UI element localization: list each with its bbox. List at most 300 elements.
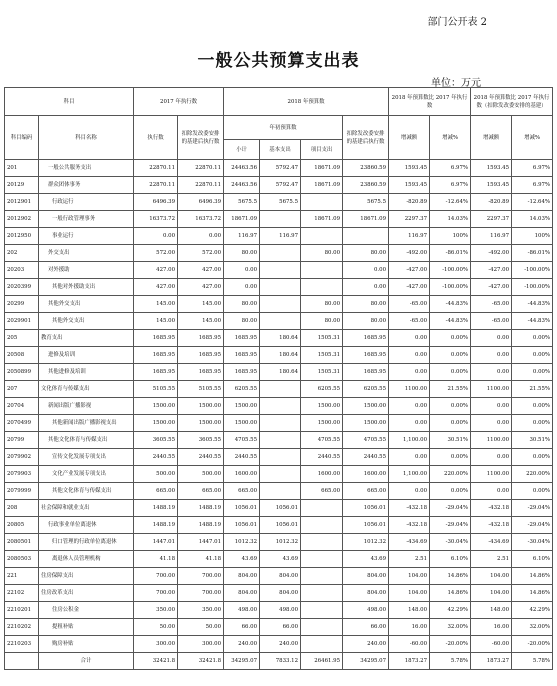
cell: 1685.95 (178, 330, 224, 347)
cell: 66.00 (224, 619, 260, 636)
cell: 1012.32 (224, 534, 260, 551)
cell: 80.00 (343, 296, 389, 313)
cell (343, 228, 389, 245)
cell: 116.97 (260, 228, 301, 245)
subject-name: 外交支出 (39, 245, 134, 262)
subject-name: 购房补贴 (39, 636, 134, 653)
cell: 1500.00 (134, 398, 178, 415)
cell: 0.00 (224, 279, 260, 296)
header-percent-1: 增减% (430, 116, 471, 160)
cell (260, 279, 301, 296)
cell: 0.00% (512, 330, 553, 347)
cell: 0.00% (512, 483, 553, 500)
cell: 34295.07 (343, 653, 389, 670)
cell: 1685.95 (178, 364, 224, 381)
cell: 2440.55 (301, 449, 343, 466)
table-row (5, 296, 553, 313)
cell: 0.00% (512, 415, 553, 432)
table-row (5, 262, 553, 279)
cell: -20.00% (512, 636, 553, 653)
cell: 0.00 (389, 347, 430, 364)
cell: -65.00 (389, 296, 430, 313)
cell: 116.97 (471, 228, 512, 245)
cell: 1685.95 (224, 364, 260, 381)
subject-code: 201 (5, 160, 39, 177)
cell: 16373.72 (178, 211, 224, 228)
table-row (5, 534, 553, 551)
cell: 145.00 (134, 313, 178, 330)
cell: 5792.47 (260, 160, 301, 177)
cell (260, 381, 301, 398)
cell: 5675.5 (224, 194, 260, 211)
cell: 0.00 (471, 364, 512, 381)
cell (260, 262, 301, 279)
cell: 0.00 (471, 398, 512, 415)
cell: 1100.00 (389, 381, 430, 398)
table-row (5, 585, 553, 602)
cell: 104.00 (389, 585, 430, 602)
cell: 1100.00 (471, 432, 512, 449)
cell: 0.00% (430, 364, 471, 381)
subject-code: 2070499 (5, 415, 39, 432)
cell: 1685.95 (178, 347, 224, 364)
cell: 4705.55 (343, 432, 389, 449)
cell: 1100.00 (471, 381, 512, 398)
cell: 180.64 (260, 347, 301, 364)
unit-label: 单位：万元 (431, 78, 481, 89)
cell: 1685.95 (134, 347, 178, 364)
subject-name: 行政事业单位离退休 (39, 517, 134, 534)
cell: 220.00% (512, 466, 553, 483)
cell: 22870.11 (178, 177, 224, 194)
cell: 804.00 (224, 585, 260, 602)
cell: 5.78% (512, 653, 553, 670)
cell: 0.00 (389, 449, 430, 466)
cell: 1600.00 (224, 466, 260, 483)
cell: -427.00 (389, 279, 430, 296)
header-annual-budget: 年初预算数 (224, 116, 343, 140)
cell: 1873.27 (471, 653, 512, 670)
cell: 0.00 (471, 347, 512, 364)
table-row (5, 313, 553, 330)
cell: 80.00 (224, 245, 260, 262)
cell: 1600.00 (301, 466, 343, 483)
cell: -100.00% (512, 279, 553, 296)
cell: 2297.37 (389, 211, 430, 228)
cell: 1685.95 (343, 347, 389, 364)
cell: -30.04% (512, 534, 553, 551)
cell: -492.00 (389, 245, 430, 262)
cell: 700.00 (134, 585, 178, 602)
cell: -29.04% (430, 517, 471, 534)
cell (301, 585, 343, 602)
subject-name: 其他外交支出 (39, 296, 134, 313)
cell: 145.00 (134, 296, 178, 313)
subject-name: 宣传文化发展专项支出 (39, 449, 134, 466)
cell: 240.00 (224, 636, 260, 653)
header-code: 科目编码 (5, 116, 39, 160)
table-row (5, 364, 553, 381)
cell: 80.00 (224, 296, 260, 313)
cell: 43.69 (343, 551, 389, 568)
cell (260, 211, 301, 228)
cell: 427.00 (178, 262, 224, 279)
cell: 0.00 (471, 449, 512, 466)
table-row (5, 279, 553, 296)
cell: 0.00 (134, 228, 178, 245)
cell (301, 636, 343, 653)
cell (260, 449, 301, 466)
subject-name: 一般公共服务支出 (39, 160, 134, 177)
cell (260, 398, 301, 415)
subject-code: 20203 (5, 262, 39, 279)
budget-table (4, 87, 553, 670)
cell: 498.00 (343, 602, 389, 619)
cell: -44.83% (430, 313, 471, 330)
cell: 6205.55 (343, 381, 389, 398)
subject-name: 教育支出 (39, 330, 134, 347)
cell: 1873.27 (389, 653, 430, 670)
cell: 0.00 (343, 279, 389, 296)
cell: 22870.11 (134, 160, 178, 177)
cell: 104.00 (471, 585, 512, 602)
cell: -492.00 (471, 245, 512, 262)
table-row (5, 415, 553, 432)
cell: 1056.01 (343, 500, 389, 517)
subject-code: 2079902 (5, 449, 39, 466)
cell: 5105.55 (134, 381, 178, 398)
subject-code: 202 (5, 245, 39, 262)
table-row (5, 177, 553, 194)
cell: 572.00 (178, 245, 224, 262)
header-project: 项目支出 (301, 140, 343, 160)
subject-code: 20508 (5, 347, 39, 364)
subject-code: 20299 (5, 296, 39, 313)
cell: 30.51% (512, 432, 553, 449)
cell: 1500.00 (134, 415, 178, 432)
cell: 148.00 (471, 602, 512, 619)
cell: 1012.32 (260, 534, 301, 551)
cell: 80.00 (343, 245, 389, 262)
cell: 1012.32 (343, 534, 389, 551)
cell (301, 228, 343, 245)
cell (301, 602, 343, 619)
cell: 14.86% (430, 568, 471, 585)
total-row (5, 653, 553, 670)
cell: 1100.00 (471, 466, 512, 483)
subject-name: 一般行政管理事务 (39, 211, 134, 228)
cell: 1056.01 (260, 500, 301, 517)
cell: 500.00 (178, 466, 224, 483)
cell: 5675.5 (260, 194, 301, 211)
subject-code: 20129 (5, 177, 39, 194)
subject-name: 其他进修及培训 (39, 364, 134, 381)
cell: 2440.55 (178, 449, 224, 466)
table-row (5, 245, 553, 262)
cell: 14.03% (512, 211, 553, 228)
cell: 1056.01 (224, 500, 260, 517)
cell: 18671.09 (301, 211, 343, 228)
cell: 145.00 (178, 313, 224, 330)
cell: 26461.95 (301, 653, 343, 670)
subject-code: 2012902 (5, 211, 39, 228)
cell: 104.00 (471, 568, 512, 585)
table-row (5, 551, 553, 568)
subject-name: 文化体育与传媒支出 (39, 381, 134, 398)
cell (260, 432, 301, 449)
cell: 1500.00 (343, 398, 389, 415)
cell: -820.89 (389, 194, 430, 211)
subject-code: 2210201 (5, 602, 39, 619)
cell: -29.04% (512, 517, 553, 534)
cell: 1056.01 (343, 517, 389, 534)
cell: -434.69 (471, 534, 512, 551)
page-title: 一般公共预算支出表 (197, 51, 360, 71)
cell: 5.78% (430, 653, 471, 670)
subject-name: 住房保障支出 (39, 568, 134, 585)
subject-code: 2029901 (5, 313, 39, 330)
cell: 665.00 (178, 483, 224, 500)
subject-code: 22102 (5, 585, 39, 602)
cell: 0.00% (430, 347, 471, 364)
cell: -44.83% (430, 296, 471, 313)
cell: 700.00 (134, 568, 178, 585)
header-actual-2017: 2017 年执行数 (134, 88, 224, 116)
cell: 0.00% (430, 330, 471, 347)
subject-code: 208 (5, 500, 39, 517)
cell (260, 245, 301, 262)
cell: -12.64% (430, 194, 471, 211)
cell: 804.00 (343, 568, 389, 585)
cell (260, 466, 301, 483)
cell: 116.97 (224, 228, 260, 245)
subject-code: 2050899 (5, 364, 39, 381)
table-row (5, 636, 553, 653)
cell: -29.04% (430, 500, 471, 517)
cell: 1,100.00 (389, 466, 430, 483)
cell: -60.00 (471, 636, 512, 653)
cell: 66.00 (343, 619, 389, 636)
cell: 116.97 (389, 228, 430, 245)
table-row (5, 432, 553, 449)
cell (301, 619, 343, 636)
cell (301, 500, 343, 517)
cell: 5792.47 (260, 177, 301, 194)
cell: 0.00% (512, 347, 553, 364)
cell: -432.18 (471, 500, 512, 517)
cell: 2440.55 (134, 449, 178, 466)
subject-name: 新闻出版广播影视 (39, 398, 134, 415)
table-row (5, 160, 553, 177)
cell: 350.00 (178, 602, 224, 619)
cell: 18671.09 (224, 211, 260, 228)
subject-name: 对外援助 (39, 262, 134, 279)
subject-code: 2020399 (5, 279, 39, 296)
cell: 0.00 (389, 364, 430, 381)
cell: 665.00 (343, 483, 389, 500)
cell: 220.00% (430, 466, 471, 483)
cell: 6.97% (512, 177, 553, 194)
cell: 5105.55 (178, 381, 224, 398)
cell: 1685.95 (134, 364, 178, 381)
subject-code: 20799 (5, 432, 39, 449)
cell: 700.00 (178, 568, 224, 585)
cell: 1500.00 (301, 398, 343, 415)
cell: -65.00 (389, 313, 430, 330)
table-number-label: 部门公开表 2 (427, 17, 487, 28)
cell: 1500.00 (178, 415, 224, 432)
cell: -44.83% (512, 313, 553, 330)
subject-name: 住房改革支出 (39, 585, 134, 602)
cell: 43.69 (260, 551, 301, 568)
cell: 80.00 (224, 313, 260, 330)
cell: -86.01% (512, 245, 553, 262)
cell: 18671.09 (301, 177, 343, 194)
cell: 240.00 (260, 636, 301, 653)
cell (260, 483, 301, 500)
cell: 16.00 (389, 619, 430, 636)
cell: 6205.55 (224, 381, 260, 398)
cell: 14.86% (430, 585, 471, 602)
cell: 145.00 (178, 296, 224, 313)
subject-code: 2079903 (5, 466, 39, 483)
cell: 1593.45 (471, 160, 512, 177)
cell: 1488.19 (178, 500, 224, 517)
cell: 180.64 (260, 364, 301, 381)
table-footer (5, 653, 553, 670)
cell: 0.00% (512, 364, 553, 381)
total-label: 合计 (39, 653, 134, 670)
cell (260, 313, 301, 330)
header-budget-adjusted: 扣除发改委安排的基建后执行数 (343, 116, 389, 160)
cell: 1447.01 (134, 534, 178, 551)
header-percent-2: 增减% (512, 116, 553, 160)
subject-code: 2079999 (5, 483, 39, 500)
header-compare-adjusted: 2018 年预算数比 2017 年执行数（扣除发改委安排的基建） (471, 88, 553, 116)
subject-name: 提租补贴 (39, 619, 134, 636)
table-row (5, 381, 553, 398)
cell: 804.00 (260, 568, 301, 585)
cell: 0.00 (471, 483, 512, 500)
cell: 32421.8 (178, 653, 224, 670)
cell (260, 415, 301, 432)
header-subtotal: 小计 (224, 140, 260, 160)
subject-code: 20805 (5, 517, 39, 534)
cell: 0.00% (512, 398, 553, 415)
cell: 0.00% (430, 483, 471, 500)
header-budget-2018: 2018 年预算数 (224, 88, 389, 116)
subject-code: 2210202 (5, 619, 39, 636)
header-name: 科目名称 (39, 116, 134, 160)
cell: 14.86% (512, 568, 553, 585)
cell: 14.86% (512, 585, 553, 602)
cell: 0.00 (389, 398, 430, 415)
cell: 1500.00 (343, 415, 389, 432)
cell: 804.00 (224, 568, 260, 585)
cell: 42.29% (512, 602, 553, 619)
cell: 1488.19 (134, 517, 178, 534)
subject-name: 群众团体事务 (39, 177, 134, 194)
cell: 1685.95 (343, 330, 389, 347)
cell: 41.18 (178, 551, 224, 568)
subject-name: 社会保障和就业支出 (39, 500, 134, 517)
cell: 6.97% (430, 160, 471, 177)
table-body (5, 160, 553, 653)
cell: -432.18 (471, 517, 512, 534)
cell: 66.00 (260, 619, 301, 636)
cell: 41.18 (134, 551, 178, 568)
table-row (5, 619, 553, 636)
table-row (5, 602, 553, 619)
cell: -86.01% (430, 245, 471, 262)
subject-name: 其他对外援助支出 (39, 279, 134, 296)
cell: 23860.59 (343, 177, 389, 194)
table-row (5, 330, 553, 347)
cell: -427.00 (471, 262, 512, 279)
cell: 1685.95 (224, 330, 260, 347)
cell: 498.00 (224, 602, 260, 619)
subject-name: 其他新闻出版广播影视支出 (39, 415, 134, 432)
cell: -820.89 (471, 194, 512, 211)
cell: -100.00% (430, 279, 471, 296)
cell: -29.04% (512, 500, 553, 517)
subject-name: 事业运行 (39, 228, 134, 245)
cell: 2440.55 (343, 449, 389, 466)
subject-name: 文化产业发展专项支出 (39, 466, 134, 483)
cell: 80.00 (343, 313, 389, 330)
header-basic: 基本支出 (260, 140, 301, 160)
cell: 1593.45 (389, 177, 430, 194)
cell: 7833.12 (260, 653, 301, 670)
cell: 1,100.00 (389, 432, 430, 449)
cell: 34295.07 (224, 653, 260, 670)
cell: 1500.00 (224, 415, 260, 432)
cell: 21.55% (430, 381, 471, 398)
table-row (5, 568, 553, 585)
subject-name: 其他外交支出 (39, 313, 134, 330)
cell: 1685.95 (224, 347, 260, 364)
cell: 427.00 (134, 279, 178, 296)
cell: 1500.00 (178, 398, 224, 415)
cell: -30.04% (430, 534, 471, 551)
table-row (5, 466, 553, 483)
cell: 427.00 (134, 262, 178, 279)
cell: -100.00% (512, 262, 553, 279)
subject-name: 住房公积金 (39, 602, 134, 619)
cell: -44.83% (512, 296, 553, 313)
cell: -432.18 (389, 500, 430, 517)
cell: 30.51% (430, 432, 471, 449)
cell: 32421.8 (134, 653, 178, 670)
subject-name: 其他文化体育与传媒支出 (39, 483, 134, 500)
cell: 148.00 (389, 602, 430, 619)
cell: 1600.00 (343, 466, 389, 483)
table-row (5, 347, 553, 364)
cell: 2.51 (471, 551, 512, 568)
cell: 665.00 (301, 483, 343, 500)
cell: 2.51 (389, 551, 430, 568)
cell: 350.00 (134, 602, 178, 619)
cell: 80.00 (301, 313, 343, 330)
subject-code: 2080501 (5, 534, 39, 551)
cell: 21.55% (512, 381, 553, 398)
cell (301, 534, 343, 551)
cell: -20.00% (430, 636, 471, 653)
cell: 300.00 (178, 636, 224, 653)
subject-code: 2080503 (5, 551, 39, 568)
cell: 42.29% (430, 602, 471, 619)
cell: 18671.09 (343, 211, 389, 228)
